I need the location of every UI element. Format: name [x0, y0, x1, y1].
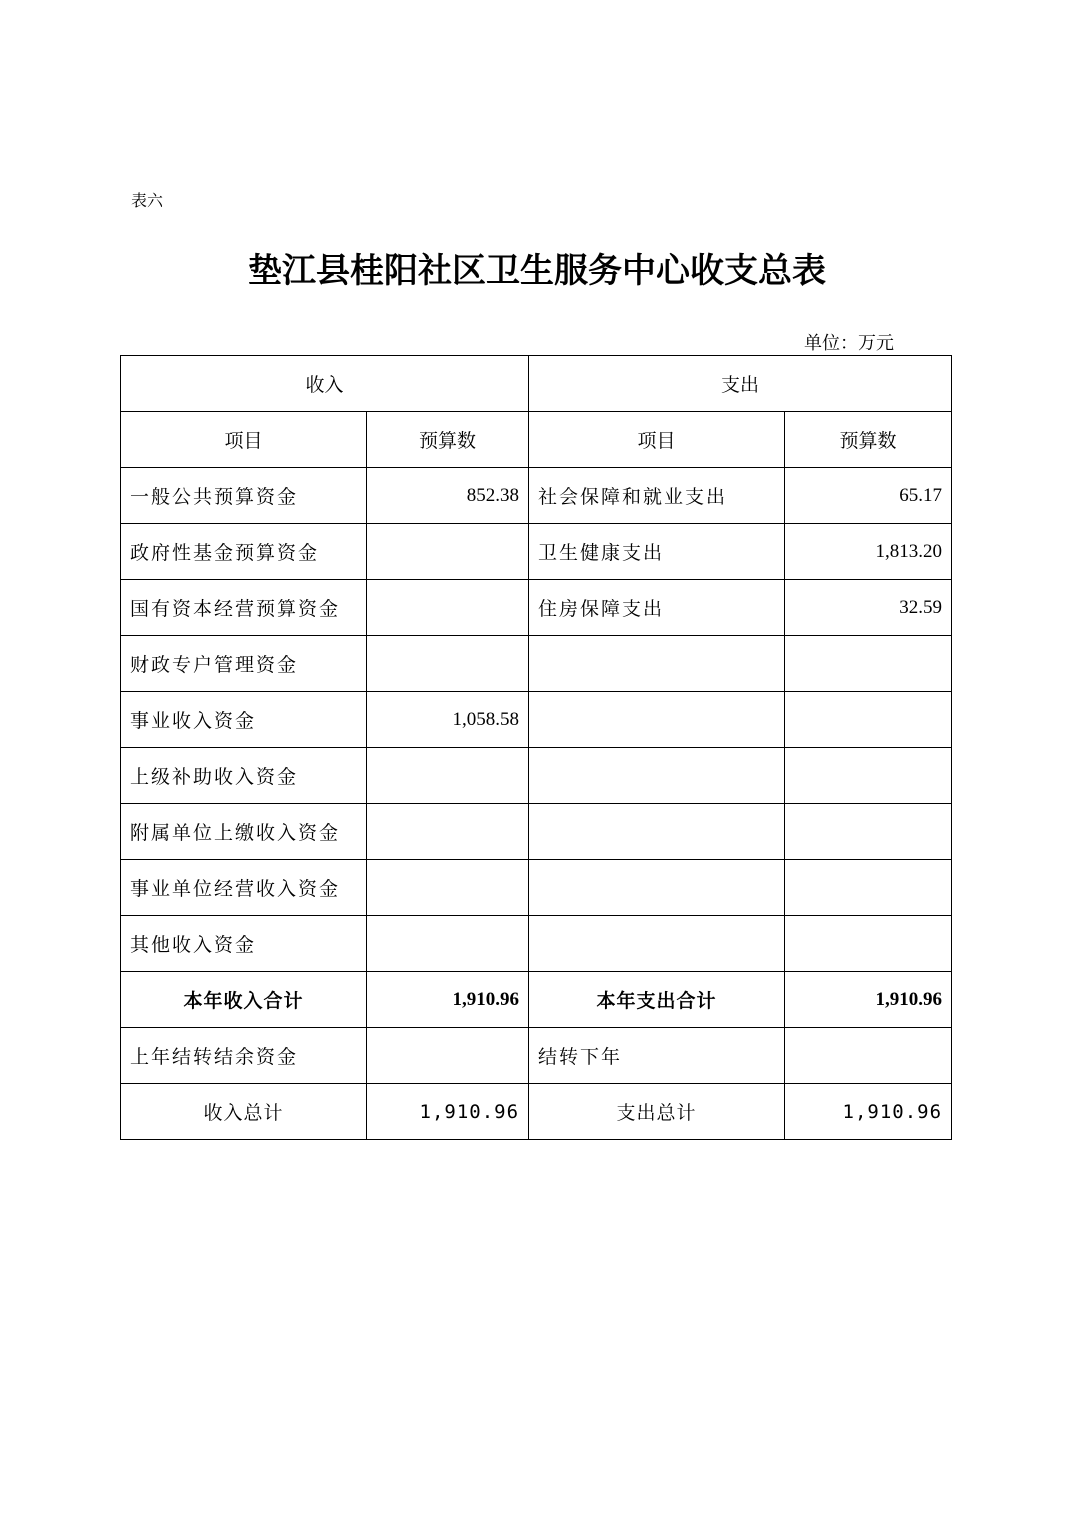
income-item-column-header: 项目	[121, 412, 367, 468]
income-value	[367, 636, 529, 692]
table-body	[121, 468, 952, 972]
expense-item: 社会保障和就业支出	[529, 468, 785, 524]
income-value	[367, 748, 529, 804]
expense-header: 支出	[529, 356, 952, 412]
expense-total-label: 支出总计	[529, 1084, 785, 1140]
income-value	[367, 580, 529, 636]
table-label: 表六	[131, 191, 164, 210]
column-header-row	[121, 412, 952, 468]
income-budget-column-header: 预算数	[367, 412, 529, 468]
table-row	[121, 524, 952, 580]
unit-label: 单位：万元	[804, 333, 894, 354]
expense-value: 1,813.20	[785, 524, 952, 580]
income-item: 附属单位上缴收入资金	[121, 804, 367, 860]
table-row	[121, 580, 952, 636]
expense-value	[785, 692, 952, 748]
income-expense-table	[120, 355, 952, 1140]
expense-carry-value	[785, 1028, 952, 1084]
section-header-row	[121, 356, 952, 412]
expense-item	[529, 748, 785, 804]
income-item: 国有资本经营预算资金	[121, 580, 367, 636]
table-row	[121, 860, 952, 916]
table-row	[121, 636, 952, 692]
expense-subtotal-value: 1,910.96	[785, 972, 952, 1028]
expense-item: 住房保障支出	[529, 580, 785, 636]
expense-item	[529, 692, 785, 748]
expense-item	[529, 636, 785, 692]
income-value: 852.38	[367, 468, 529, 524]
expense-value: 65.17	[785, 468, 952, 524]
subtotal-row	[121, 972, 952, 1028]
income-header: 收入	[121, 356, 529, 412]
expense-carry-label: 结转下年	[529, 1028, 785, 1084]
table-row	[121, 916, 952, 972]
expense-value	[785, 804, 952, 860]
income-item: 政府性基金预算资金	[121, 524, 367, 580]
expense-total-value: 1,910.96	[785, 1084, 952, 1140]
expense-item	[529, 916, 785, 972]
income-carry-value	[367, 1028, 529, 1084]
income-value	[367, 916, 529, 972]
expense-value	[785, 748, 952, 804]
expense-value: 32.59	[785, 580, 952, 636]
income-value	[367, 524, 529, 580]
income-item: 事业单位经营收入资金	[121, 860, 367, 916]
income-total-label: 收入总计	[121, 1084, 367, 1140]
expense-subtotal-label: 本年支出合计	[529, 972, 785, 1028]
expense-value	[785, 860, 952, 916]
page-title: 垫江县桂阳社区卫生服务中心收支总表	[248, 251, 826, 291]
income-item: 财政专户管理资金	[121, 636, 367, 692]
expense-budget-column-header: 预算数	[785, 412, 952, 468]
income-item: 事业收入资金	[121, 692, 367, 748]
income-value	[367, 860, 529, 916]
carry-row	[121, 1028, 952, 1084]
table-row	[121, 804, 952, 860]
income-subtotal-label: 本年收入合计	[121, 972, 367, 1028]
income-subtotal-value: 1,910.96	[367, 972, 529, 1028]
expense-item	[529, 860, 785, 916]
income-total-value: 1,910.96	[367, 1084, 529, 1140]
expense-value	[785, 636, 952, 692]
expense-item: 卫生健康支出	[529, 524, 785, 580]
expense-item	[529, 804, 785, 860]
expense-value	[785, 916, 952, 972]
table-row	[121, 748, 952, 804]
income-item: 上级补助收入资金	[121, 748, 367, 804]
income-carry-label: 上年结转结余资金	[121, 1028, 367, 1084]
expense-item-column-header: 项目	[529, 412, 785, 468]
income-value	[367, 804, 529, 860]
income-value: 1,058.58	[367, 692, 529, 748]
table-row	[121, 468, 952, 524]
table-row	[121, 692, 952, 748]
income-item: 其他收入资金	[121, 916, 367, 972]
total-row	[121, 1084, 952, 1140]
income-item: 一般公共预算资金	[121, 468, 367, 524]
